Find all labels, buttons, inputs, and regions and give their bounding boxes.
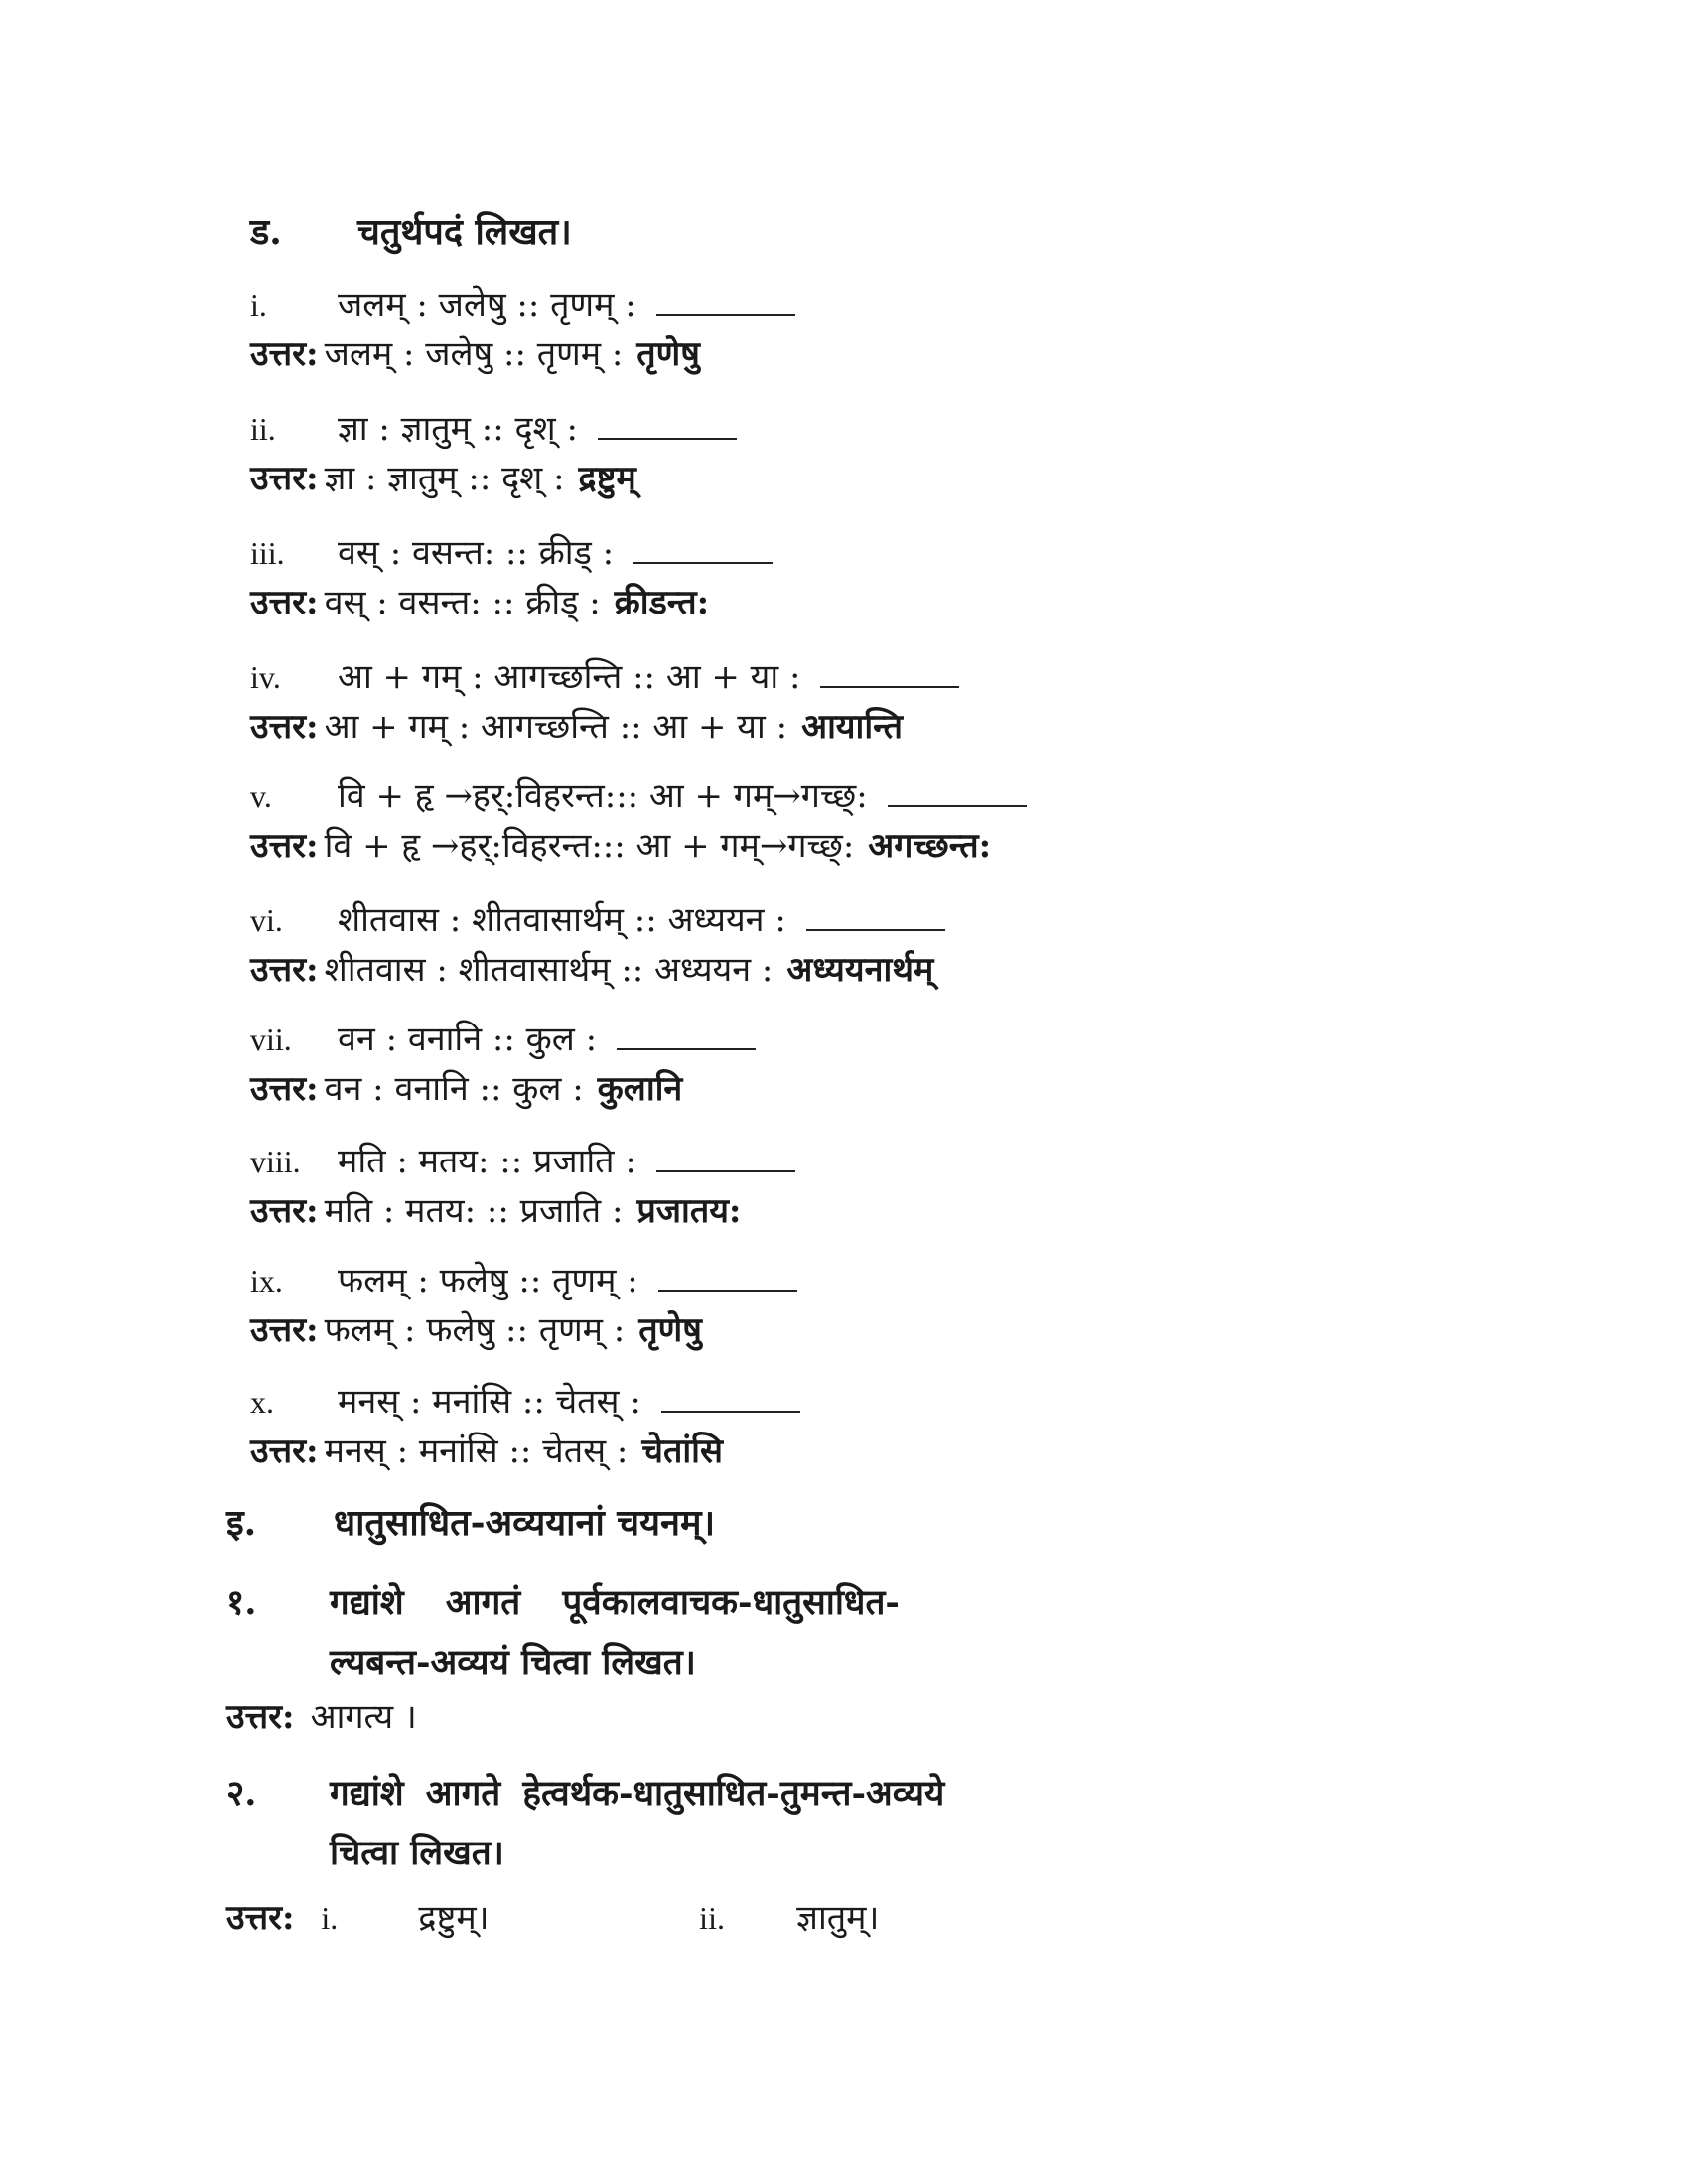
subquestion-2-line2: चित्वा लिखत। xyxy=(330,1833,504,1873)
question-number: iv. xyxy=(250,659,281,695)
answer-prompt: मति : मतय: :: प्रजाति : xyxy=(324,1191,624,1231)
section-i-title: धातुसाधित-अव्ययानां चयनम्। xyxy=(334,1502,716,1544)
answer-row xyxy=(250,457,636,500)
answer-prompt: वि + हृ →हर्:विहरन्त::: आ + गम्→गच्छ्: xyxy=(324,826,855,866)
answer-label: उत्तर: xyxy=(250,826,319,866)
answer-label: उत्तर: xyxy=(250,335,319,374)
subquestion-1-line1: गद्यांशे आगतं पूर्वकालवाचक-धातुसाधित- xyxy=(330,1582,900,1623)
answer-blank xyxy=(658,1260,797,1292)
answer-prompt: मनस् : मनांसि :: चेतस् : xyxy=(324,1432,629,1471)
subquestion-1-line2: ल्यबन्त-अव्ययं चित्वा लिखत। xyxy=(330,1642,696,1683)
answer-label: उत्तर: xyxy=(226,1898,295,1938)
answer-label: उत्तर: xyxy=(250,707,319,747)
question-number: x. xyxy=(250,1384,274,1420)
subquestion-2 xyxy=(226,1764,944,1883)
answer-result: चेतांसि xyxy=(641,1432,723,1471)
question-row xyxy=(250,407,737,451)
answer-label: उत्तर: xyxy=(250,1310,319,1350)
answer-result: अगच्छन्त: xyxy=(868,826,992,866)
answer-result: आयान्ति xyxy=(801,707,903,747)
question-number: vi. xyxy=(250,902,283,938)
answer-row xyxy=(250,1067,682,1111)
answer-label: उत्तर: xyxy=(250,1432,319,1471)
question-row xyxy=(250,655,959,699)
section-d-marker: ड. xyxy=(250,211,282,253)
question-prompt: वस् : वसन्त: :: क्रीड् : xyxy=(338,533,615,573)
question-prompt: मति : मतय: :: प्रजाति : xyxy=(338,1142,636,1181)
question-row xyxy=(250,1140,795,1183)
answer-row xyxy=(250,705,903,749)
answer-label: उत्तर: xyxy=(250,459,319,498)
answer-result: तृणेषु xyxy=(636,335,700,374)
subquestion-1-answer-text: आगत्य । xyxy=(310,1698,417,1737)
answer-row xyxy=(250,333,700,376)
question-prompt: वन : वनानि :: कुल : xyxy=(338,1020,598,1059)
answer-label: उत्तर: xyxy=(250,1069,319,1109)
answer-row xyxy=(250,1308,702,1352)
answer-prompt: ज्ञा : ज्ञातुम् :: दृश् : xyxy=(324,459,565,498)
question-row xyxy=(250,1259,797,1302)
answer-result: अध्ययनार्थम् xyxy=(786,950,934,990)
answer-label: उत्तर: xyxy=(250,1191,319,1231)
section-i-marker: इ. xyxy=(226,1502,257,1544)
subquestion-2-answer xyxy=(226,1896,879,1940)
answer-blank xyxy=(656,284,795,316)
subquestion-1 xyxy=(226,1573,900,1693)
answer-row xyxy=(250,948,933,992)
answer-blank xyxy=(656,1141,795,1172)
subquestion-1-answer xyxy=(226,1696,417,1739)
question-prompt: वि + हृ →हर्:विहरन्त::: आ + गम्→गच्छ्: xyxy=(338,776,868,816)
answer-result: क्रीडन्त: xyxy=(614,583,710,622)
answer-prompt: जलम् : जलेषु :: तृणम् : xyxy=(324,335,624,374)
question-number: vii. xyxy=(250,1022,292,1057)
question-prompt: फलम् : फलेषु :: तृणम् : xyxy=(338,1261,638,1300)
answer-row xyxy=(250,581,709,624)
section-d-title: चतुर्थपदं लिखत। xyxy=(357,211,572,253)
question-prompt: शीतवास : शीतवासार्थम् :: अध्ययन : xyxy=(338,900,786,940)
answer-blank xyxy=(598,408,737,440)
answer-blank xyxy=(661,1381,800,1413)
question-number: ii. xyxy=(250,411,276,447)
answer-label: उत्तर: xyxy=(226,1698,295,1737)
answer-item-text: द्रष्टुम्। xyxy=(418,1898,490,1938)
answer-result: कुलानि xyxy=(597,1069,683,1109)
question-number: ix. xyxy=(250,1263,283,1298)
question-number: i. xyxy=(250,287,267,323)
answer-prompt: आ + गम् : आगच्छन्ति :: आ + या : xyxy=(324,707,788,747)
answer-prompt: वन : वनानि :: कुल : xyxy=(324,1069,584,1109)
section-d-heading xyxy=(250,206,572,255)
question-prompt: आ + गम् : आगच्छन्ति :: आ + या : xyxy=(338,657,801,697)
answer-item-num: ii. xyxy=(699,1900,725,1936)
answer-prompt: फलम् : फलेषु :: तृणम् : xyxy=(324,1310,626,1350)
answer-prompt: वस् : वसन्त: :: क्रीड् : xyxy=(324,583,601,622)
answer-blank xyxy=(633,532,773,564)
answer-row xyxy=(250,1189,741,1233)
question-number: iii. xyxy=(250,535,285,571)
answer-result: प्रजातय: xyxy=(636,1191,742,1231)
answer-item-text: ज्ञातुम्। xyxy=(796,1898,880,1938)
question-prompt: जलम् : जलेषु :: तृणम् : xyxy=(338,285,636,325)
answer-label: उत्तर: xyxy=(250,583,319,622)
subquestion-2-marker: २. xyxy=(226,1773,257,1814)
subquestion-2-line1: गद्यांशे आगते हेत्वर्थक-धातुसाधित-तुमन्त-अव्यये xyxy=(330,1773,945,1814)
answer-row xyxy=(250,824,991,868)
answer-result: द्रष्टुम् xyxy=(578,459,636,498)
answer-result: तृणेषु xyxy=(638,1310,702,1350)
answer-blank xyxy=(888,775,1027,807)
answer-row xyxy=(250,1430,723,1473)
answer-blank xyxy=(617,1019,756,1050)
question-row xyxy=(250,1380,800,1424)
question-prompt: ज्ञा : ज्ञातुम् :: दृश् : xyxy=(338,409,578,449)
question-prompt: मनस् : मनांसि :: चेतस् : xyxy=(338,1382,641,1422)
answer-blank xyxy=(820,656,959,688)
question-row xyxy=(250,283,795,327)
question-number: v. xyxy=(250,778,272,814)
question-row xyxy=(250,531,773,575)
subquestion-1-marker: १. xyxy=(226,1582,257,1623)
question-row xyxy=(250,1018,756,1061)
answer-prompt: शीतवास : शीतवासार्थम् :: अध्ययन : xyxy=(324,950,774,990)
answer-label: उत्तर: xyxy=(250,950,319,990)
question-row xyxy=(250,898,945,942)
answer-blank xyxy=(806,899,945,931)
section-i-heading xyxy=(226,1497,715,1546)
question-number: viii. xyxy=(250,1144,301,1179)
question-row xyxy=(250,774,1027,818)
answer-item-num: i. xyxy=(321,1900,339,1936)
